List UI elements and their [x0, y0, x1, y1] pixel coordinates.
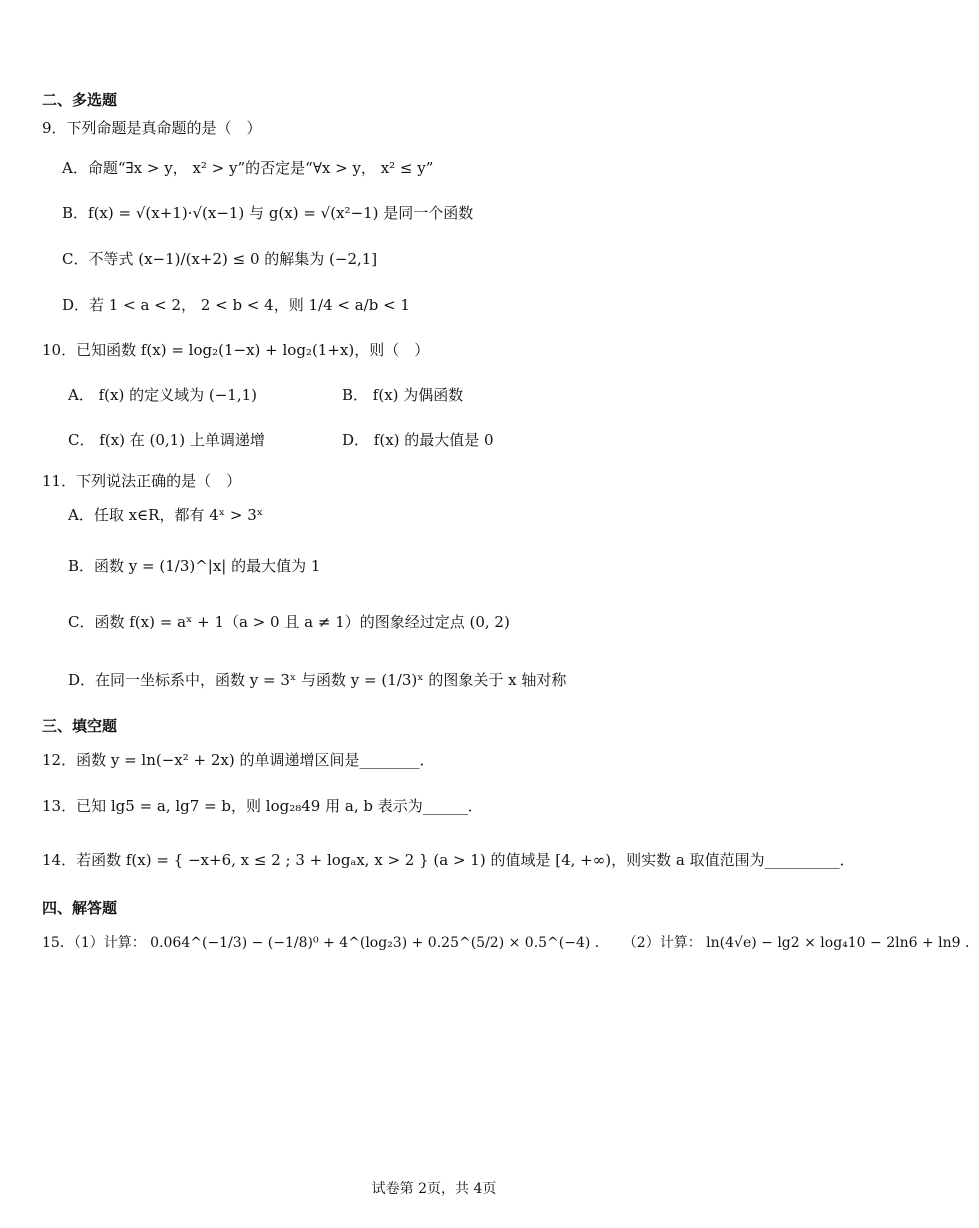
section-heading-fill: 三、填空题: [42, 717, 118, 735]
question-10-option-c: C． f(x) 在 (0,1) 上单调递增: [68, 431, 265, 449]
question-10-option-b: B． f(x) 为偶函数: [342, 386, 464, 404]
question-9-option-c: C．不等式 (x−1)/(x+2) ≤ 0 的解集为 (−2,1]: [62, 250, 378, 268]
question-10-option-a: A． f(x) 的定义域为 (−1,1): [68, 386, 257, 404]
question-10-option-d: D． f(x) 的最大值是 0: [342, 431, 494, 449]
question-9-option-a: A．命题“∃x > y， x² > y”的否定是“∀x > y， x² ≤ y”: [62, 159, 434, 177]
question-9-stem: 9．下列命题是真命题的是（ ）: [42, 119, 262, 137]
question-15: 15．（1）计算： 0.064^(−1/3) − (−1/8)⁰ + 4^(log₂3) + 0.25^(5/2) × 0.5^(−4) ． （2）计算： ln(4√e) − lg2 × log₄10 − 2ln6 + ln9 ．: [42, 935, 979, 951]
question-11-stem: 11．下列说法正确的是（ ）: [42, 472, 242, 490]
question-14: 14．若函数 f(x) = { −x+6, x ≤ 2 ; 3 + logₐx, x > 2 } (a > 1) 的值域是 [4, +∞)，则实数 a 取值范围为__________．: [42, 851, 855, 869]
question-11-option-c: C．函数 f(x) = aˣ + 1（a > 0 且 a ≠ 1）的图象经过定点 (0, 2): [68, 613, 510, 631]
section-heading-answer: 四、解答题: [42, 899, 118, 917]
section-heading-multi: 二、多选题: [42, 91, 118, 109]
question-10-stem: 10．已知函数 f(x) = log₂(1−x) + log₂(1+x)，则（ ）: [42, 341, 430, 359]
question-11-option-d: D．在同一坐标系中，函数 y = 3ˣ 与函数 y = (1/3)ˣ 的图象关于 x 轴对称: [68, 671, 567, 689]
question-12: 12．函数 y = ln(−x² + 2x) 的单调递增区间是________．: [42, 751, 435, 769]
page-footer: 试卷第 2页，共 4页: [371, 1181, 497, 1197]
question-9-option-b: B．f(x) = √(x+1)·√(x−1) 与 g(x) = √(x²−1) 是同一个函数: [62, 204, 474, 222]
question-11-option-a: A．任取 x∈R，都有 4ˣ > 3ˣ: [68, 506, 264, 524]
question-9-option-d: D．若 1 < a < 2， 2 < b < 4，则 1/4 < a/b < 1: [62, 296, 410, 314]
question-11-option-b: B．函数 y = (1/3)^|x| 的最大值为 1: [68, 557, 321, 575]
question-13: 13．已知 lg5 = a, lg7 = b，则 log₂₈49 用 a, b 表示为______．: [42, 797, 483, 815]
